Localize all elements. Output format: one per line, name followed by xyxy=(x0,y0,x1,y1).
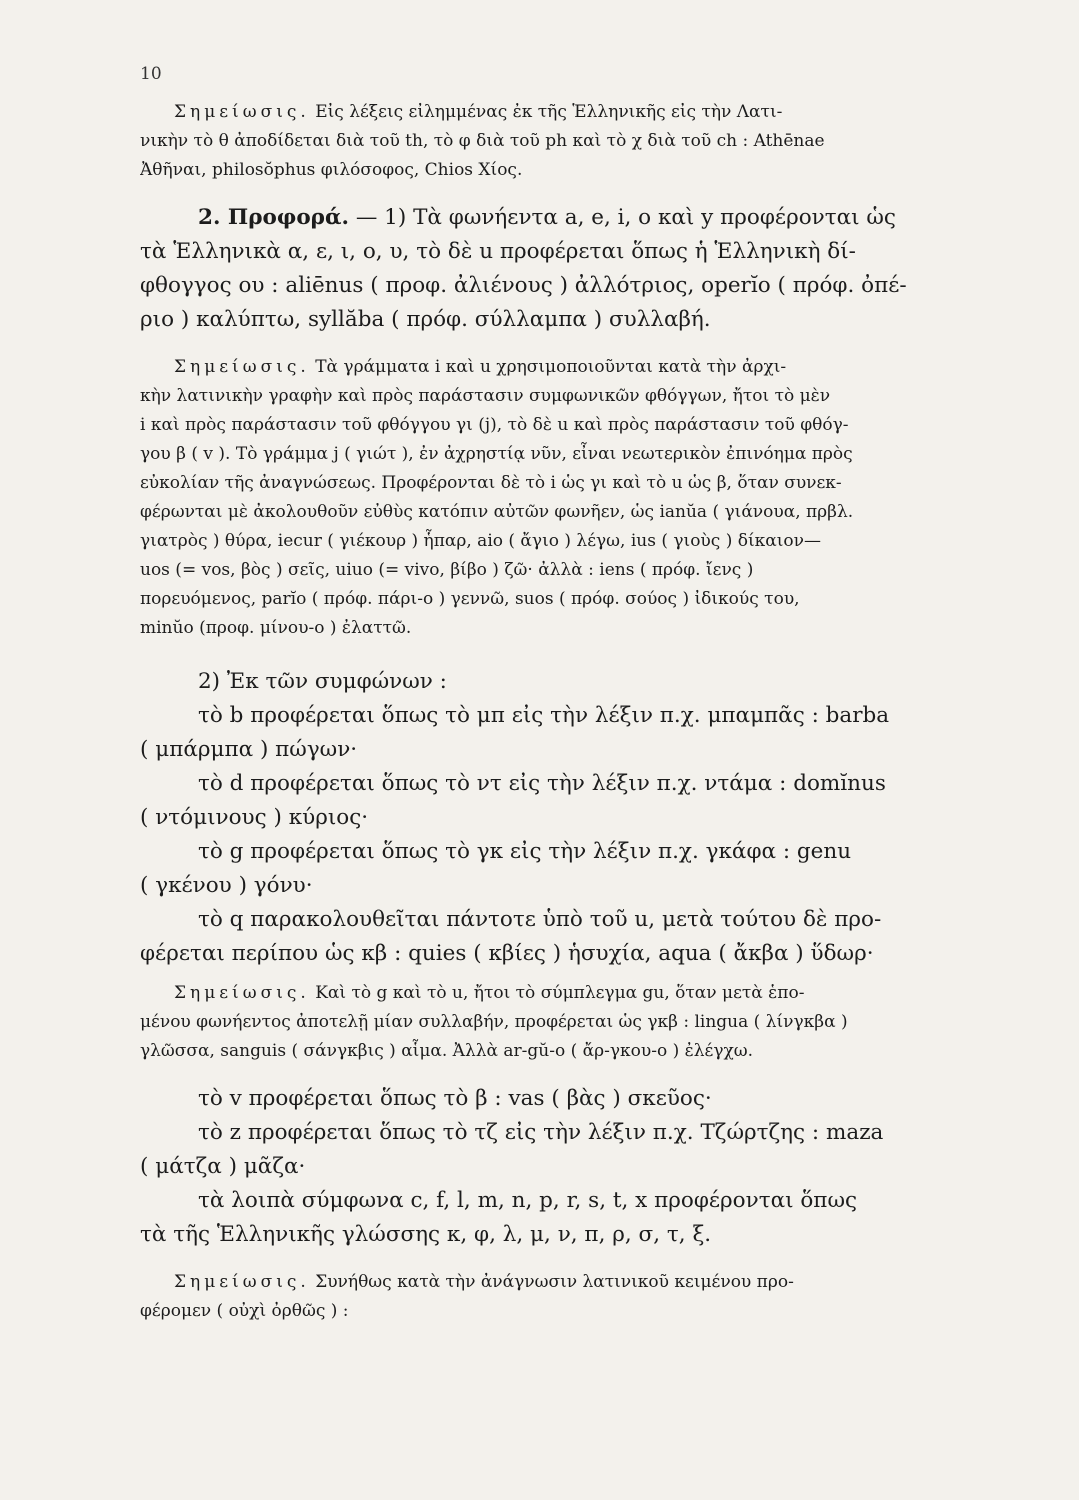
text-line: Σημείωσις. Καὶ τὸ g καὶ τὸ u, ἤτοι τὸ σύμπλεγμα gu, ὅταν μετὰ ἑπο- xyxy=(174,983,805,1003)
note-transliteration xyxy=(140,98,982,185)
text-line: ( μάτζα ) μᾶζα· xyxy=(140,1154,306,1179)
text-line: ( ντόμινους ) κύριος· xyxy=(140,805,369,830)
text-line: Σημείωσις. Εἰς λέξεις εἰλημμένας ἐκ τῆς Ἑλληνικῆς εἰς τὴν Λατι- xyxy=(174,102,783,122)
note-reading xyxy=(140,1268,982,1326)
text-line: τὰ Ἑλληνικὰ α, ε, ι, ο, υ, τὸ δὲ u προφέρεται ὅπως ἡ Ἑλληνικὴ δί- xyxy=(140,239,856,264)
text-line: φέρωνται μὲ ἀκολουθοῦν εὐθὺς κατόπιν αὐτῶν φωνῆεν, ὡς ianŭa ( γιάνουα, πρβλ. xyxy=(140,502,854,522)
text-line: 2) Ἐκ τῶν συμφώνων : xyxy=(198,669,447,694)
text-line: φθογγος ου : aliēnus ( προφ. ἀλιένους ) ἀλλότριος, operĭo ( πρόφ. ὀπέ- xyxy=(140,273,907,298)
text-line: τὸ b προφέρεται ὅπως τὸ μπ εἰς τὴν λέξιν π.χ. μπαμπᾶς : barba xyxy=(198,703,890,728)
text-line: φέρομεν ( οὐχὶ ὀρθῶς ) : xyxy=(140,1301,349,1321)
text-line: εὐκολίαν τῆς ἀναγνώσεως. Προφέρονται δὲ τὸ i ὡς γι καὶ τὸ u ὡς β, ὅταν συνεκ- xyxy=(140,473,842,493)
text-line: Σημείωσις. Τὰ γράμματα i καὶ u χρησιμοποιοῦνται κατὰ τὴν ἀρχι- xyxy=(174,357,787,377)
note-label: Σημείωσις. xyxy=(174,983,310,1003)
text-line: κὴν λατινικὴν γραφὴν καὶ πρὸς παράστασιν συμφωνικῶν φθόγγων, ἤτοι τὸ μὲν xyxy=(140,386,831,406)
text-line: ( γκένου ) γόνυ· xyxy=(140,873,313,898)
text-line: Ἀθῆναι, philosŏphus φιλόσοφος, Chios Χίος. xyxy=(140,160,523,180)
text-line: τὰ λοιπὰ σύμφωνα c, f, l, m, n, p, r, s, t, x προφέρονται ὅπως xyxy=(198,1188,858,1213)
text-line: 2. Προφορά. — 1) Τὰ φωνήεντα a, e, i, o καὶ y προφέρονται ὡς xyxy=(198,205,896,230)
note-gu xyxy=(140,979,982,1066)
text-line: i καὶ πρὸς παράστασιν τοῦ φθόγγου γι (j), τὸ δὲ u καὶ πρὸς παράστασιν τοῦ φθόγ- xyxy=(140,415,849,435)
text-line: μένου φωνήεντος ἀποτελῇ μίαν συλλαβήν, προφέρεται ὡς γκβ : lingua ( λίνγκβα ) xyxy=(140,1012,848,1032)
text-line: τὰ τῆς Ἑλληνικῆς γλώσσης κ, φ, λ, μ, ν, π, ρ, σ, τ, ξ. xyxy=(140,1222,712,1247)
text-line: minŭo (προφ. μίνου-ο ) ἐλαττῶ. xyxy=(140,618,412,638)
text-line: γιατρὸς ) θύρα, iecur ( γιέκουρ ) ἧπαρ, aio ( ἄγιο ) λέγω, ius ( γιοὺς ) δίκαιον— xyxy=(140,531,821,551)
text-line: τὸ v προφέρεται ὅπως τὸ β : vas ( βὰς ) σκεῦος· xyxy=(198,1086,712,1111)
note-label: Σημείωσις. xyxy=(174,1272,310,1292)
text-line: ριο ) καλύπτω, syllăba ( πρόφ. σύλλαμπα ) συλλαβή. xyxy=(140,307,711,332)
section-consonants xyxy=(140,665,982,971)
page-number: 10 xyxy=(140,64,162,84)
text-line: Σημείωσις. Συνήθως κατὰ τὴν ἀνάγνωσιν λατινικοῦ κειμένου προ- xyxy=(174,1272,794,1292)
text-line: τὸ z προφέρεται ὅπως τὸ τζ εἰς τὴν λέξιν π.χ. Τζώρτζης : maza xyxy=(198,1120,884,1145)
text-line: γλῶσσα, sanguis ( σάνγκβις ) αἷμα. Ἀλλὰ ar-gŭ-o ( ἄρ-γκου-ο ) ἐλέγχω. xyxy=(140,1041,754,1061)
section-heading: 2. Προφορά. xyxy=(198,205,349,230)
note-i-and-u xyxy=(140,353,982,643)
text-line: φέρεται περίπου ὡς κβ : quies ( κβίες ) ἡσυχία, aqua ( ἄκβα ) ὕδωρ· xyxy=(140,941,874,966)
text-line: uos (= vos, βὸς ) σεῖς, uiuo (= vivo, βίβο ) ζῶ· ἀλλὰ : iens ( πρόφ. ἴενς ) xyxy=(140,560,754,580)
text-line: νικὴν τὸ θ ἀποδίδεται διὰ τοῦ th, τὸ φ διὰ τοῦ ph καὶ τὸ χ διὰ τοῦ ch : Athēnae xyxy=(140,131,825,151)
text-line: τὸ d προφέρεται ὅπως τὸ ντ εἰς τὴν λέξιν π.χ. ντάμα : domĭnus xyxy=(198,771,886,796)
text-line: γου β ( v ). Τὸ γράμμα j ( γιώτ ), ἐν ἀχρηστίᾳ νῦν, εἶναι νεωτερικὸν ἐπινόημα πρὸς xyxy=(140,444,853,464)
note-label: Σημείωσις. xyxy=(174,357,310,377)
body-text xyxy=(140,98,982,1326)
note-label: Σημείωσις. xyxy=(174,102,310,122)
section-consonants-2 xyxy=(140,1082,982,1252)
text-line: τὸ g προφέρεται ὅπως τὸ γκ εἰς τὴν λέξιν π.χ. γκάφα : genu xyxy=(198,839,852,864)
text-line: πορευόμενος, parĭo ( πρόφ. πάρι-ο ) γεννῶ, suos ( πρόφ. σούος ) ἰδικούς του, xyxy=(140,589,800,609)
text-line: τὸ q παρακολουθεῖται πάντοτε ὑπὸ τοῦ u, μετὰ τούτου δὲ προ- xyxy=(198,907,882,932)
section-pronunciation xyxy=(140,201,982,337)
text-line: ( μπάρμπα ) πώγων· xyxy=(140,737,358,762)
